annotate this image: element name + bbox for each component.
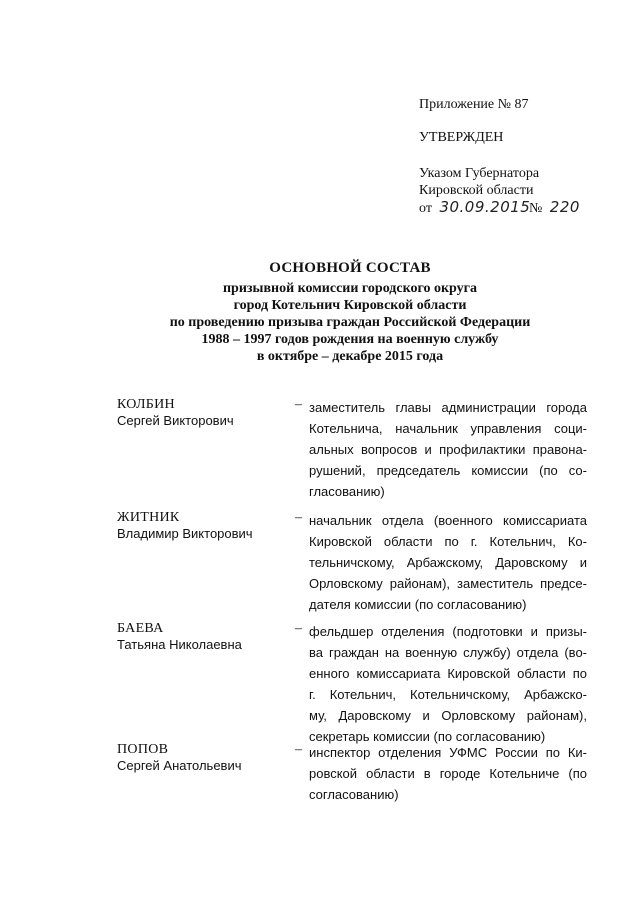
member-given-name: Владимир Викторович bbox=[117, 526, 253, 541]
member-dash: – bbox=[295, 510, 302, 525]
title-line-2: город Котельнич Кировской области bbox=[233, 298, 467, 313]
role-line: му, Даровскому и Орловскому районам), bbox=[309, 708, 587, 723]
document-title bbox=[100, 260, 600, 365]
member-name bbox=[117, 621, 287, 653]
member-dash: – bbox=[295, 621, 302, 636]
member-surname: КОЛБИН bbox=[117, 397, 175, 412]
title-line-4: 1988 – 1997 годов рождения на военную службу bbox=[201, 332, 499, 347]
title-line-3: по проведению призыва граждан Российской Федерации bbox=[169, 315, 531, 330]
handwritten-number: 220 bbox=[549, 198, 580, 216]
role-line: рушений, председатель комиссии (по со- bbox=[309, 463, 587, 478]
member-role bbox=[309, 510, 587, 615]
role-line: дателя комиссии (по согласованию) bbox=[309, 597, 527, 612]
appendix-label: Приложение № 87 bbox=[419, 97, 529, 112]
role-line: г. Котельнич, Котельничскому, Арбажско- bbox=[309, 687, 587, 702]
member-given-name: Татьяна Николаевна bbox=[117, 637, 242, 652]
handwritten-date: 30.09.2015 bbox=[439, 198, 531, 216]
role-line: фельдшер отделения (подготовки и призы- bbox=[309, 624, 587, 639]
title-line-5: в октябре – декабре 2015 года bbox=[256, 349, 444, 364]
role-line: начальник отдела (военного комиссариата bbox=[309, 513, 587, 528]
approved-label: УТВЕРЖДЕН bbox=[419, 130, 504, 145]
member-name bbox=[117, 397, 287, 429]
member-surname: ЖИТНИК bbox=[117, 510, 180, 525]
decree-line-1: Указом Губернатора bbox=[419, 166, 540, 181]
role-line: Котельнича, начальник управления соци- bbox=[309, 421, 587, 436]
member-dash: – bbox=[295, 742, 302, 757]
member-role bbox=[309, 621, 587, 747]
role-line: енного комиссариата Кировской области по bbox=[309, 666, 587, 681]
title-line-1: призывной комиссии городского округа bbox=[222, 281, 478, 296]
member-dash: – bbox=[295, 397, 302, 412]
member-given-name: Сергей Анатольевич bbox=[117, 758, 242, 773]
title-main: ОСНОВНОЙ СОСТАВ bbox=[269, 260, 431, 276]
role-line: заместитель главы администрации города bbox=[309, 400, 587, 415]
member-role bbox=[309, 742, 587, 805]
member-role bbox=[309, 397, 587, 502]
number-prefix: № bbox=[528, 201, 543, 216]
role-line: Орловскому районам), заместитель предсе- bbox=[309, 576, 587, 591]
date-prefix: от bbox=[419, 201, 432, 216]
role-line: ва граждан на военную службу) отдела (во- bbox=[309, 645, 587, 660]
member-name bbox=[117, 742, 287, 774]
role-line: тельничскому, Арбажскому, Даровскому и bbox=[309, 555, 587, 570]
member-given-name: Сергей Викторович bbox=[117, 413, 234, 428]
decree-line-2: Кировской области bbox=[419, 183, 534, 198]
role-line: ровской области в городе Котельниче (по bbox=[309, 766, 587, 781]
role-line: инспектор отделения УФМС России по Ки- bbox=[309, 745, 587, 760]
role-line: секретарь комиссии (по согласованию) bbox=[309, 729, 546, 744]
member-surname: ПОПОВ bbox=[117, 742, 169, 757]
role-line: гласованию) bbox=[309, 484, 385, 499]
decree-date-line bbox=[419, 199, 619, 217]
member-name bbox=[117, 510, 287, 542]
member-surname: БАЕВА bbox=[117, 621, 164, 636]
role-line: согласованию) bbox=[309, 787, 399, 802]
role-line: альных вопросов и профилактики правона- bbox=[309, 442, 587, 457]
approval-header bbox=[419, 96, 619, 217]
role-line: Кировской области по г. Котельнич, Ко- bbox=[309, 534, 587, 549]
